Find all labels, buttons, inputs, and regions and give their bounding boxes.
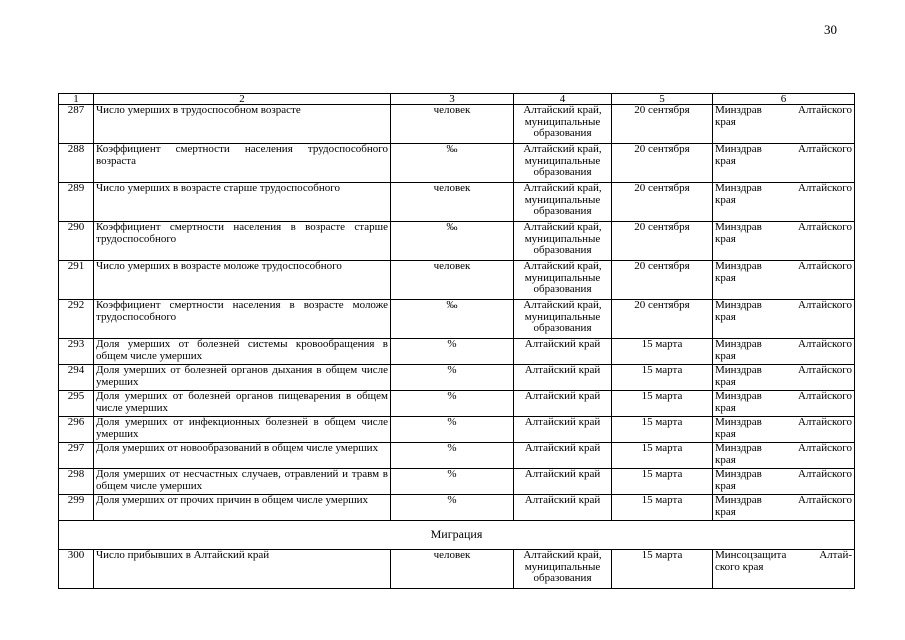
row-number: 297 (59, 443, 94, 469)
deadline-cell: 20 сентября (612, 105, 713, 144)
responsible-region: Алтайского (797, 494, 852, 506)
table-row (59, 495, 855, 521)
indicator-name: Доля умерших от несчастных случаев, отравлений и травм в общем числе умерших (94, 469, 391, 495)
responsible-suffix: края (715, 310, 736, 323)
row-number: 290 (59, 222, 94, 261)
deadline-cell: 15 марта (612, 391, 713, 417)
deadline-cell: 20 сентября (612, 261, 713, 300)
header-cell: 5 (612, 94, 713, 105)
deadline-cell: 15 марта (612, 469, 713, 495)
territory-cell: Алтайский край (514, 365, 612, 391)
responsible-region: Алтайского (797, 364, 852, 376)
indicator-name: Доля умерших от болезней системы кровообращения в общем числе умерших (94, 339, 391, 365)
table-row (59, 300, 855, 339)
deadline-cell: 15 марта (612, 495, 713, 521)
header-cell: 4 (514, 94, 612, 105)
row-number: 291 (59, 261, 94, 300)
table-row (59, 469, 855, 495)
unit-cell: ‰ (391, 300, 514, 339)
row-number: 293 (59, 339, 94, 365)
row-number: 289 (59, 183, 94, 222)
responsible-cell (713, 365, 855, 391)
responsible-cell (713, 417, 855, 443)
header-row (59, 94, 855, 105)
table-row (59, 105, 855, 144)
unit-cell: человек (391, 183, 514, 222)
table-row (59, 144, 855, 183)
responsible-agency: Минздрав (715, 338, 762, 350)
deadline-cell: 15 марта (612, 443, 713, 469)
indicator-name: Коэффициент смертности населения в возрасте моложе трудоспособного (94, 300, 391, 339)
row-number: 295 (59, 391, 94, 417)
responsible-cell (713, 261, 855, 300)
unit-cell: ‰ (391, 144, 514, 183)
responsible-cell (713, 222, 855, 261)
table-row (59, 443, 855, 469)
responsible-agency: Минздрав (715, 468, 762, 480)
indicator-name: Доля умерших от инфекционных болезней в общем числе умерших (94, 417, 391, 443)
unit-cell: % (391, 495, 514, 521)
indicator-name: Доля умерших от болезней органов дыхания в общем числе умерших (94, 365, 391, 391)
unit-cell: ‰ (391, 222, 514, 261)
table-row (59, 183, 855, 222)
row-number: 298 (59, 469, 94, 495)
unit-cell: % (391, 365, 514, 391)
responsible-region: Алтайского (797, 182, 852, 194)
indicator-name: Доля умерших от прочих причин в общем числе умерших (94, 495, 391, 521)
responsible-suffix: ского края (715, 560, 764, 573)
row-number: 299 (59, 495, 94, 521)
responsible-agency: Минздрав (715, 143, 762, 155)
responsible-region: Алтайского (797, 390, 852, 402)
indicator-name: Число умерших в возрасте моложе трудоспособного (94, 261, 391, 300)
responsible-suffix: края (715, 154, 736, 167)
unit-cell: человек (391, 550, 514, 589)
territory-cell: Алтайский край (514, 339, 612, 365)
row-number: 300 (59, 550, 94, 589)
responsible-cell (713, 183, 855, 222)
responsible-suffix: края (715, 193, 736, 206)
responsible-agency: Минздрав (715, 416, 762, 428)
territory-cell: Алтайский край, муниципальные образования (514, 222, 612, 261)
deadline-cell: 15 марта (612, 417, 713, 443)
responsible-suffix: края (715, 375, 736, 388)
responsible-cell (713, 391, 855, 417)
indicator-name: Число умерших в возрасте старше трудоспособного (94, 183, 391, 222)
indicator-name: Число прибывших в Алтайский край (94, 550, 391, 589)
territory-cell: Алтайский край (514, 417, 612, 443)
responsible-cell (713, 300, 855, 339)
responsible-suffix: края (715, 479, 736, 492)
territory-cell: Алтайский край, муниципальные образования (514, 261, 612, 300)
responsible-agency: Минздрав (715, 221, 762, 233)
table-row (59, 339, 855, 365)
responsible-agency: Минздрав (715, 390, 762, 402)
territory-cell: Алтайский край, муниципальные образования (514, 300, 612, 339)
unit-cell: % (391, 443, 514, 469)
territory-cell: Алтайский край (514, 469, 612, 495)
header-cell: 2 (94, 94, 391, 105)
deadline-cell: 15 марта (612, 365, 713, 391)
responsible-cell (713, 339, 855, 365)
responsible-region: Алтайского (797, 442, 852, 454)
unit-cell: % (391, 417, 514, 443)
deadline-cell: 20 сентября (612, 300, 713, 339)
responsible-region: Алтайского (797, 143, 852, 155)
unit-cell: % (391, 339, 514, 365)
responsible-region: Алтай- (819, 549, 852, 561)
row-number: 287 (59, 105, 94, 144)
indicator-name: Коэффициент смертности населения трудоспособного возраста (94, 144, 391, 183)
responsible-suffix: края (715, 401, 736, 414)
responsible-agency: Минздрав (715, 260, 762, 272)
table-row (59, 365, 855, 391)
responsible-region: Алтайского (797, 221, 852, 233)
unit-cell: % (391, 391, 514, 417)
responsible-region: Алтайского (797, 468, 852, 480)
responsible-agency: Минздрав (715, 182, 762, 194)
table-row (59, 550, 855, 589)
table-row (59, 417, 855, 443)
indicator-name: Доля умерших от новообразований в общем числе умерших (94, 443, 391, 469)
unit-cell: % (391, 469, 514, 495)
responsible-region: Алтайского (797, 338, 852, 350)
territory-cell: Алтайский край (514, 391, 612, 417)
responsible-cell (713, 144, 855, 183)
deadline-cell: 20 сентября (612, 222, 713, 261)
responsible-region: Алтайского (797, 299, 852, 311)
responsible-region: Алтайского (797, 260, 852, 272)
deadline-cell: 20 сентября (612, 144, 713, 183)
territory-cell: Алтайский край, муниципальные образования (514, 144, 612, 183)
responsible-suffix: края (715, 427, 736, 440)
indicators-table (58, 93, 855, 589)
header-cell: 3 (391, 94, 514, 105)
row-number: 292 (59, 300, 94, 339)
deadline-cell: 15 марта (612, 339, 713, 365)
header-cell: 1 (59, 94, 94, 105)
row-number: 296 (59, 417, 94, 443)
section-row (59, 521, 855, 550)
territory-cell: Алтайский край (514, 495, 612, 521)
responsible-region: Алтайского (797, 104, 852, 116)
table-row (59, 222, 855, 261)
responsible-agency: Минздрав (715, 299, 762, 311)
responsible-cell (713, 443, 855, 469)
territory-cell: Алтайский край, муниципальные образования (514, 183, 612, 222)
responsible-cell (713, 469, 855, 495)
responsible-suffix: края (715, 271, 736, 284)
table-row (59, 391, 855, 417)
deadline-cell: 15 марта (612, 550, 713, 589)
responsible-suffix: края (715, 232, 736, 245)
unit-cell: человек (391, 261, 514, 300)
indicator-name: Доля умерших от болезней органов пищеварения в общем числе умерших (94, 391, 391, 417)
page-number: 30 (824, 22, 837, 37)
responsible-suffix: края (715, 453, 736, 466)
deadline-cell: 20 сентября (612, 183, 713, 222)
responsible-suffix: края (715, 349, 736, 362)
responsible-agency: Минсоцзащита (715, 549, 787, 561)
responsible-cell (713, 550, 855, 589)
section-title: Миграция (59, 521, 855, 550)
territory-cell: Алтайский край, муниципальные образования (514, 105, 612, 144)
responsible-agency: Минздрав (715, 494, 762, 506)
table-row (59, 261, 855, 300)
responsible-agency: Минздрав (715, 364, 762, 376)
responsible-cell (713, 105, 855, 144)
responsible-region: Алтайского (797, 416, 852, 428)
responsible-cell (713, 495, 855, 521)
indicator-name: Коэффициент смертности населения в возрасте старше трудоспособного (94, 222, 391, 261)
row-number: 288 (59, 144, 94, 183)
unit-cell: человек (391, 105, 514, 144)
responsible-agency: Минздрав (715, 104, 762, 116)
indicator-name: Число умерших в трудоспособном возрасте (94, 105, 391, 144)
row-number: 294 (59, 365, 94, 391)
responsible-agency: Минздрав (715, 442, 762, 454)
header-cell: 6 (713, 94, 855, 105)
responsible-suffix: края (715, 115, 736, 128)
responsible-suffix: края (715, 505, 736, 518)
territory-cell: Алтайский край (514, 443, 612, 469)
territory-cell: Алтайский край, муниципальные образования (514, 550, 612, 589)
